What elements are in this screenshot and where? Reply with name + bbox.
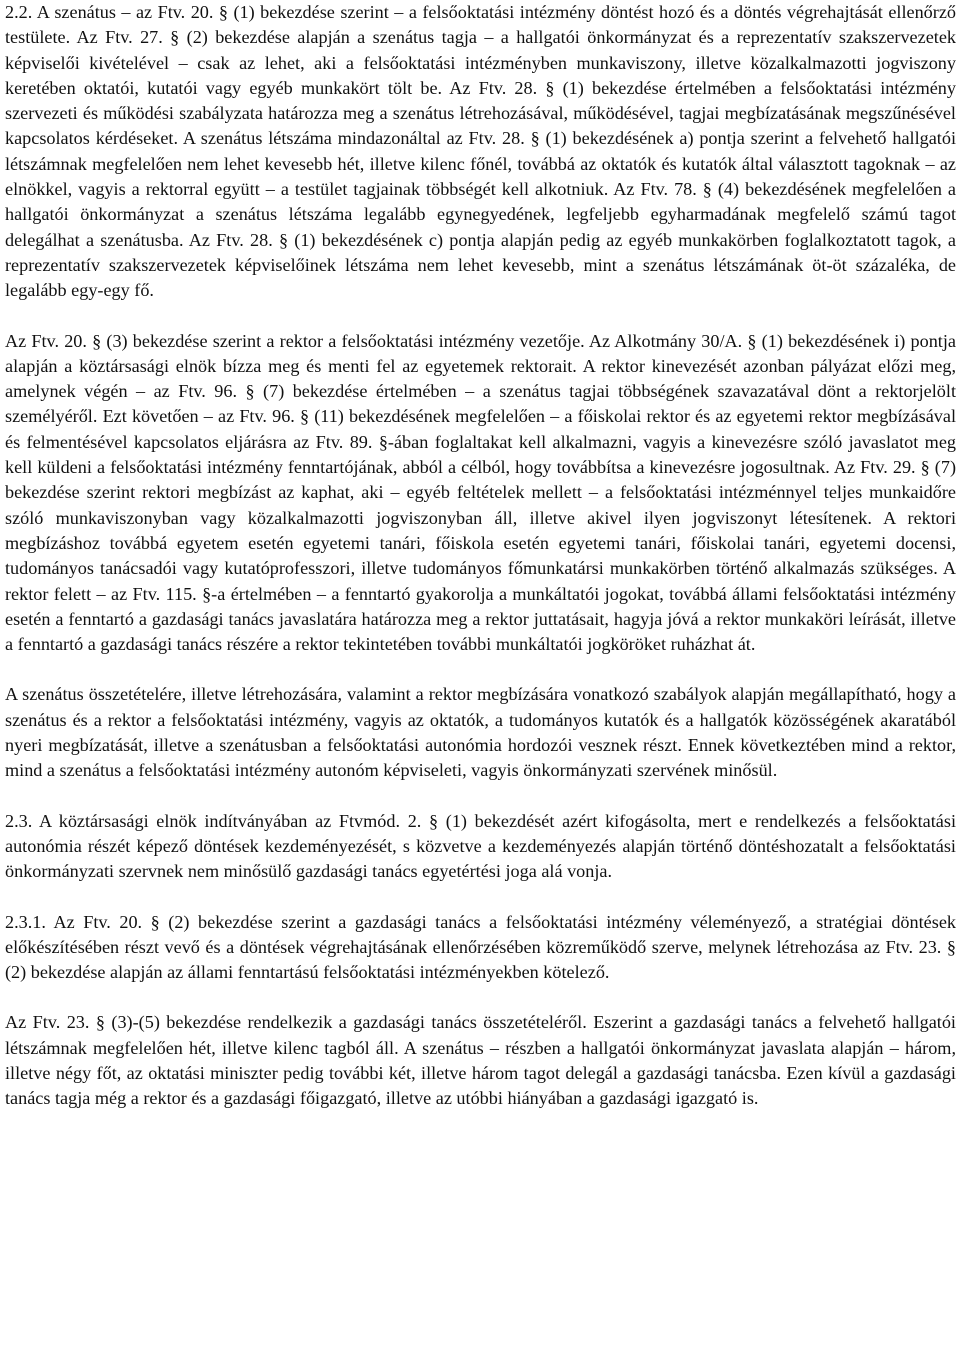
paragraph-autonomy-conclusion: A szenátus összetételére, illetve létrehozására, valamint a rektor megbízására vonatkozó szabályok alapján megállapítható, hogy a szenátus és a rektor a felsőoktatási intézmény, vagyis az oktatók, a tudományos kutatók és a hallgatók közösségének akaratából nyeri megbízatását, illetve a szenátusban a felsőoktatási autonómia hordozói vesznek részt. Ennek következtében mind a rektor, mind a szenátus a felsőoktatási intézmény autonóm képviseleti, vagyis önkormányzati szervének minősül. — [5, 684, 956, 781]
paragraph-rector-appointment: Az Ftv. 20. § (3) bekezdése szerint a rektor a felsőoktatási intézmény vezetője. Az Alkotmány 30/A. § (1) bekezdésének i) pontja alapján a köztársasági elnök bízza meg és menti fel az egyetemek rektorait. A rektor kinevezését azonban pályázat előzi meg, amelynek végén – az Ftv. 96. § (7) bekezdése értelmében – a szenátus tagjai többségének szavazatával dönt a rektorjelölt személyéről. Ezt követően – az Ftv. 96. § (11) bekezdésének megfelelően – a főiskolai rektor és az egyetemi rektor megbízásával és felmentésével kapcsolatos eljárásra az Ftv. 89. §-ában foglaltakat kell alkalmazni, vagyis a kinevezésre szóló javaslatot meg kell küldeni a felsőoktatási intézmény fenntartójának, abból a célból, hogy továbbítsa a kinevezésre jogosultnak. Az Ftv. 29. § (7) bekezdése szerint rektori megbízást az kaphat, aki – egyéb feltételek mellett – a felsőoktatási intézménnyel teljes munkaidőre szóló munkaviszonyban vagy közalkalmazotti jogviszonyban áll, illetve akivel ilyen jogviszonyt létesítenek. A rektori megbízáshoz továbbá egyetem esetén egyetemi tanári, főiskola esetén egyetemi tanári, főiskolai tanári, egyetemi docensi, tudományos tanácsadói vagy kutatóprofesszori, illetve tudományos főmunkatársi munkakörben történő alkalmazás szükséges. A rektor felett – az Ftv. 115. §-a értelmében – a fenntartó gyakorolja a munkáltatói jogokat, továbbá állami felsőoktatási intézmény esetén a fenntartó a gazdasági tanács javaslatára határozza meg a rektor juttatásait, hagyja jóvá a rektor munkaköri leírását, illetve a fenntartó a gazdasági tanács részére a rektor tekintetében további munkáltatói jogköröket ruházhat át. — [5, 330, 956, 655]
paragraph-section-2-3: 2.3. A köztársasági elnök indítványában az Ftvmód. 2. § (1) bekezdését azért kifogásolta, mert e rendelkezés a felsőoktatási autonómia részét képező döntések kezdeményezését, s közvetve a kezdeményezés alapján történő döntéshozatalt a felsőoktatási önkormányzati szervnek nem minősülő gazdasági tanács egyetértési joga alá vonja. — [5, 810, 956, 882]
paragraph-senate-composition: 2.2. A szenátus – az Ftv. 20. § (1) bekezdése szerint – a felsőoktatási intézmény döntést hozó és a döntés végrehajtását ellenőrző testülete. Az Ftv. 27. § (2) bekezdése alapján a szenátus tagja – a hallgatói önkormányzat és a reprezentatív szakszervezetek képviselői kivételével – csak az lehet, aki a felsőoktatási intézményben munkaviszony, illetve közalkalmazotti jogviszony keretében oktatói, kutatói vagy egyéb munkakört tölt be. Az Ftv. 28. § (1) bekezdése értelmében a felsőoktatási intézmény szervezeti és működési szabályzata határozza meg a szenátus létrehozásával, működésével, tagjai megbízatásának megszűnésével kapcsolatos kérdéseket. A szenátus létszáma mindazonáltal az Ftv. 28. § (1) bekezdésének a) pontja szerint a felvehető hallgatói létszámnak megfelelően nem lehet kevesebb hét, illetve kilenc főnél, továbbá az oktatók és kutatók által választott tagoknak – az elnökkel, vagyis a rektorral együtt – a testület tagjainak többségét kell alkotniuk. Az Ftv. 78. § (4) bekezdésének megfelelően a hallgatói önkormányzat a szenátus létszáma legalább egynegyedének, legfeljebb egyharmadának megfelelő számú tagot delegálhat a szenátusba. Az Ftv. 28. § (1) bekezdésének c) pontja alapján pedig az egyéb munkakörben foglalkoztatott tagok, a reprezentatív szakszervezetek képviselőinek létszáma nem lehet kevesebb, mint a szenátus létszámának öt-öt százaléka, de legalább egy-egy fő. — [5, 2, 956, 301]
paragraph-economic-council-composition: Az Ftv. 23. § (3)-(5) bekezdése rendelkezik a gazdasági tanács összetételéről. Eszerint a gazdasági tanács a felvehető hallgatói létszámnak megfelelően hét, illetve kilenc tagból áll. A szenátus – részben a hallgatói önkormányzat javaslata alapján – három, illetve négy főt, az oktatási miniszter pedig további két, illetve három tagot delegál a gazdasági tanácsba. Ezen kívül a gazdasági tanács tagja még a rektor és a gazdasági főigazgató, illetve az utóbbi hiányában a gazdasági igazgató is. — [5, 1012, 956, 1109]
paragraph-section-2-3-1: 2.3.1. Az Ftv. 20. § (2) bekezdése szerint a gazdasági tanács a felsőoktatási intézmény véleményező, a stratégiai döntések előkészítésében részt vevő és a döntések végrehajtásának ellenőrzésében közreműködő szerve, melynek létrehozása az Ftv. 23. § (2) bekezdése alapján az állami fenntartású felsőoktatási intézményekben kötelező. — [5, 911, 956, 983]
